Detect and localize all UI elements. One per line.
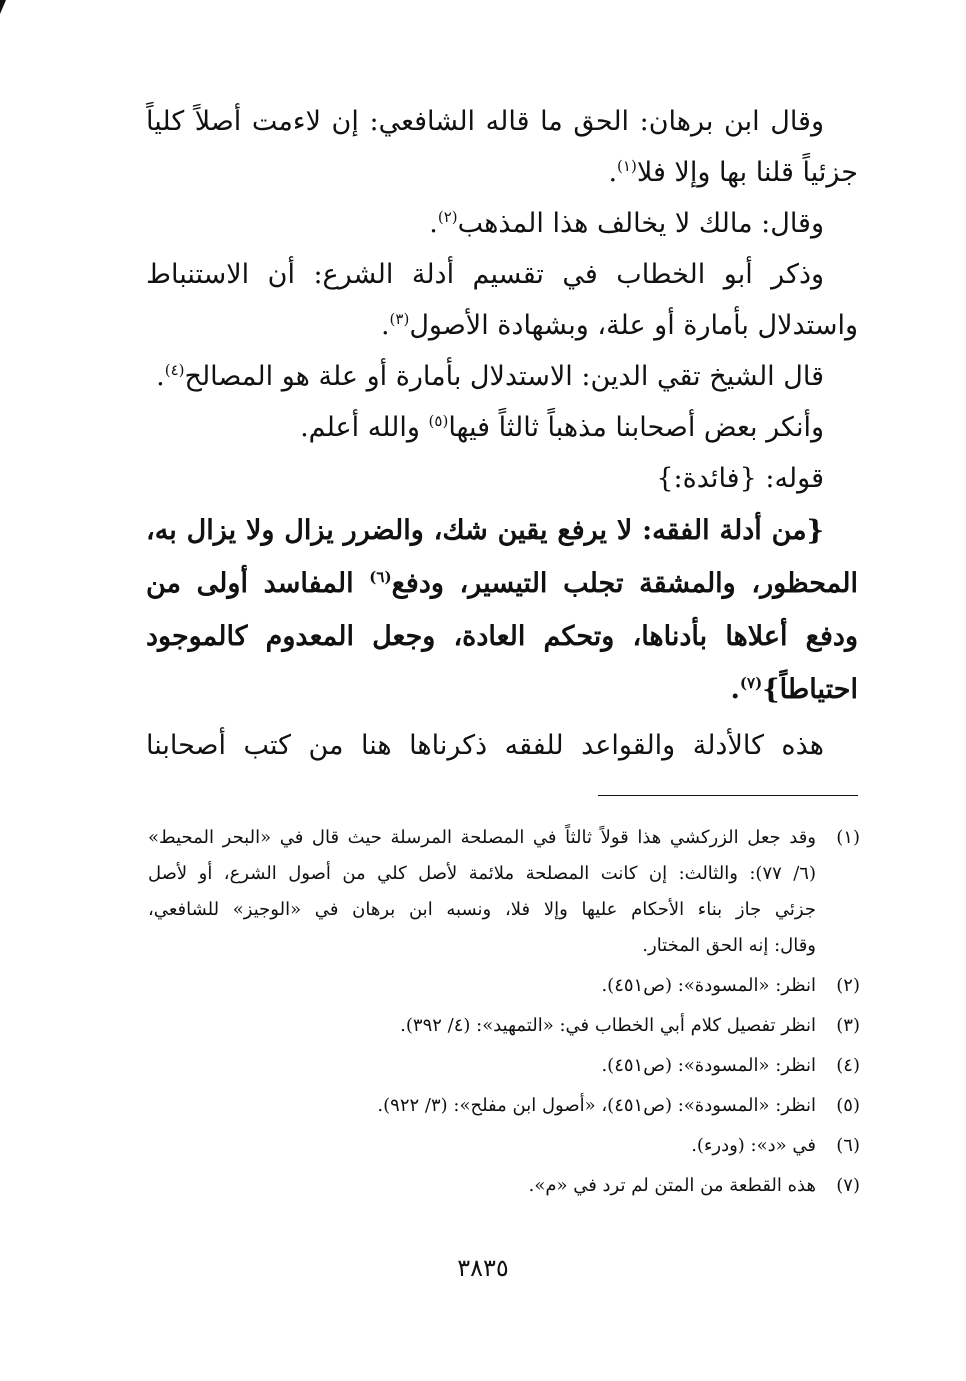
footnote-text: انظر: «المسودة»: (ص٤٥١). [601, 1055, 816, 1076]
footnotes [148, 820, 860, 1204]
paragraph-malik: وقال: مالك لا يخالف هذا المذهب$^{(٢)}$. [429, 208, 824, 239]
footnote-ref-1: (١) [617, 157, 637, 175]
footnote-2 [148, 964, 860, 1004]
paragraph-abu-al-khattab-line-1: وذكر أبو الخطاب في تقسيم أدلة الشرع: أن الاستنباط [146, 259, 824, 290]
footnote-text [148, 820, 816, 964]
paragraph-taqi-al-din: قال الشيخ تقي الدين: الاستدلال بأمارة أو علة هو المصالح$^{(٤)}$. [156, 361, 824, 392]
paragraph-third-view: وأنكر بعض أصحابنا مذهباً ثالثاً فيها$^{(٥)}$ والله أعلم. [300, 412, 824, 443]
footnote-5 [148, 1084, 860, 1124]
footnote-line: وقال: إنه الحق المختار. [642, 935, 816, 956]
main-text [146, 96, 858, 771]
paragraph-ibn-burhan-line-2: جزئياً قلنا بها وإلا فلا$^{(١)}$. [608, 157, 858, 188]
footnote-1 [148, 820, 860, 964]
paragraph-abu-al-khattab-line-2: واستدلال بأمارة أو علة، وبشهادة الأصول$^{(٣)}$. [380, 310, 858, 341]
footnote-text: هذه القطعة من المتن لم ترد في «م». [528, 1175, 816, 1196]
footnote-text: انظر: «المسودة»: (ص٤٥١). [601, 975, 816, 996]
matn-line-3: ودفع أعلاها بأدناها، وتحكم العادة، وجعل المعدوم كالموجود [146, 621, 858, 652]
footnote-number: (٦) [836, 1135, 860, 1156]
footnote-ref-2: (٢) [437, 208, 458, 226]
footnote-ref-4: (٤) [164, 361, 185, 379]
footnote-3 [148, 1004, 860, 1044]
footnote-line: وقد جعل الزركشي هذا قولاً ثالثاً في المصلحة المرسلة حيث قال في «البحر المحيط» [148, 827, 816, 848]
footnote-6 [148, 1124, 860, 1164]
footnote-number: (٢) [836, 975, 860, 996]
footnote-number: (٧) [836, 1175, 860, 1196]
footnote-ref-5: (٥) [428, 412, 449, 430]
footnote-text: في «د»: (ودرء). [691, 1135, 816, 1156]
corner-mark [0, 0, 6, 14]
footnote-ref-3: (٣) [389, 310, 410, 328]
footnote-7 [148, 1164, 860, 1204]
page-number: ٣٨٣٥ [457, 1254, 509, 1282]
matn-passage [146, 504, 858, 716]
matn-line-2: المحظور، والمشقة تجلب التيسير، ودفع$^{(٦)}$ المفاسد أولى من [146, 568, 858, 599]
footnote-text: انظر: «المسودة»: (ص٤٥١)، «أصول ابن مفلح»: (٣/ ٩٢٢). [377, 1095, 816, 1116]
matn-line-4: احتياطاً}$^{(٧)}$. [730, 674, 858, 705]
footnote-number: (٥) [836, 1095, 860, 1116]
footnote-separator [598, 795, 858, 796]
footnote-number: (٣) [836, 1015, 860, 1036]
paragraph-ibn-burhan-line-1: وقال ابن برهان: الحق ما قاله الشافعي: إن لاءمت أصلاً كلياً [146, 106, 824, 137]
heading-faida: قوله: {فائدة:} [656, 463, 824, 494]
matn-line-1: {من أدلة الفقه: لا يرفع يقين شك، والضرر يزال ولا يزال به، [146, 515, 824, 546]
footnote-ref-7: (٧) [739, 674, 763, 692]
footnote-line: جزئي جاز بناء الأحكام عليها وإلا فلا، ونسبه ابن برهان في «الوجيز» للشافعي، [148, 899, 816, 920]
footnote-number: (١) [836, 827, 860, 848]
footnote-ref-6: (٦) [369, 568, 392, 586]
footnote-number: (٤) [836, 1055, 860, 1076]
footnote-4 [148, 1044, 860, 1084]
footnote-line: (٦/ ٧٧): والثالث: إن كانت المصلحة ملائمة لأصل كلي من أصول الشرع، أو لأصل [148, 863, 816, 884]
footnote-text: انظر تفصيل كلام أبي الخطاب في: «التمهيد»: (٤/ ٣٩٢). [400, 1015, 816, 1036]
paragraph-closing: هذه كالأدلة والقواعد للفقه ذكرناها هنا من كتب أصحابنا [146, 730, 824, 761]
